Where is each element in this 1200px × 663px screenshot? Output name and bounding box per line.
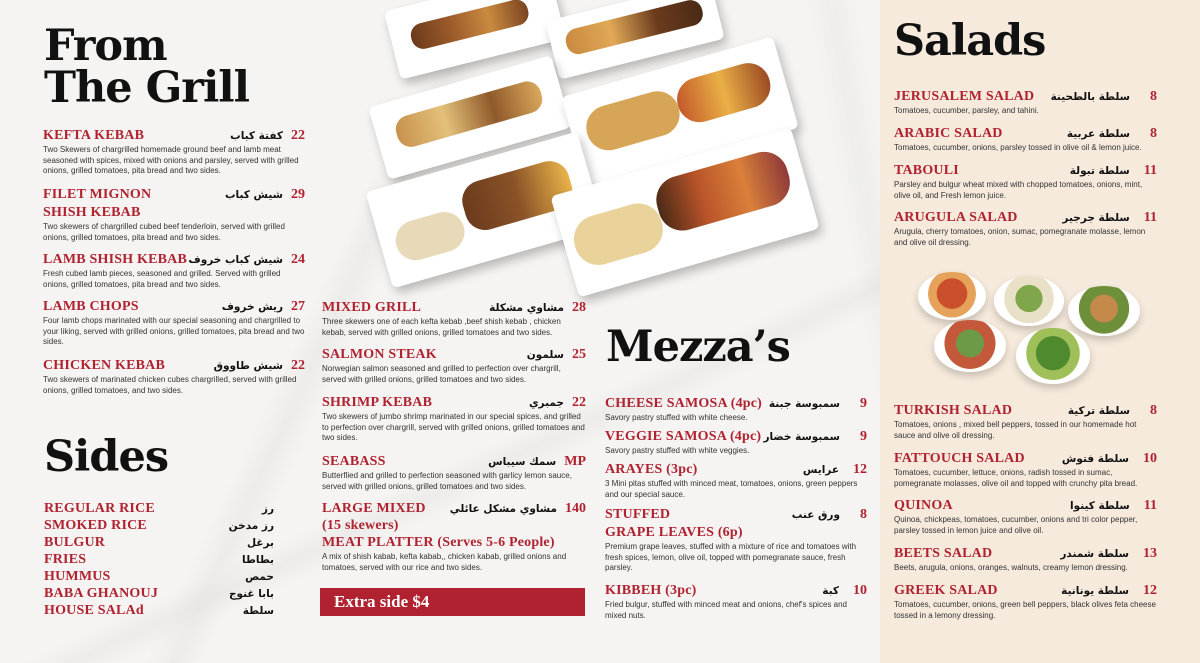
side-arabic-name: سلطة [242,604,274,617]
item-name: QUINOA [894,498,953,513]
item-price: 12 [853,462,867,477]
mezza-title: Mezza’s [606,322,790,372]
item-price: 24 [291,252,305,267]
side-name: BABA GHANOUJ [44,585,159,601]
list-item [44,517,274,534]
menu-item [322,347,586,385]
item-price: 8 [1150,126,1157,141]
item-price: 10 [853,583,867,598]
item-arabic-name: سمبوسة خضار [763,431,840,443]
item-arabic-name: ريش خروف [221,301,283,313]
list-item [44,585,274,602]
item-name: VEGGIE SAMOSA (4pc) [605,429,762,444]
item-name: ARUGULA SALAD [894,210,1018,225]
item-arabic-name: سلطة تركية [1067,405,1130,417]
item-arabic-name: شيش طاووق [213,360,283,372]
item-name-line3: MEAT PLATTER (Serves 5-6 People) [322,535,555,550]
item-name: SEABASS [322,454,386,469]
item-arabic-name: سلطة جرجير [1062,212,1130,224]
menu-item [322,300,586,338]
item-arabic-name: سلطة فتوش [1061,453,1129,465]
list-item [44,551,274,568]
item-price: 10 [1143,451,1157,466]
item-description: Quinoa, chickpeas, tomatoes, cucumber, onions and tri color pepper, parsley tossed in lemon juice and olive oil. [894,515,1138,535]
item-price: 8 [1150,403,1157,418]
menu-item [605,429,867,457]
menu-item [894,126,1157,154]
item-description: Premium grape leaves, stuffed with a mixture of rice and tomatoes with fresh spices, lemon, olive oil, topped with pomegranate sauce, fresh parsley. [605,542,857,573]
item-arabic-name: سلطة تبولة [1069,165,1130,177]
item-description: Two Skewers of chargrilled homemade ground beef and lamb meat seasoned with spices, mixed with onions and parsley, served with grilled onions, grilled tomatoes, pita bread and two sides. [43,145,299,176]
item-description: Tomatoes, cucumber, lettuce, onions, radish tossed in sumac, pomegranate molasses, olive oil and topped with crunchy pita bread. [894,468,1138,488]
item-arabic-name: شيش كباب خروف [188,254,283,266]
item-name: KEFTA KEBAB [43,128,145,143]
item-name: STUFFED [605,507,671,522]
item-description: Beets, arugula, onions, oranges, walnuts, creamy lemon dressing. [894,563,1128,572]
list-item [44,500,274,517]
item-description: Tomatoes, cucumber, onions, green bell peppers, black olives feta cheese tossed in a lemony dressing. [894,600,1156,620]
menu-item [894,163,1157,201]
side-arabic-name: برغل [246,536,274,549]
item-arabic-name: سلطة يونانية [1061,585,1129,597]
grill-title-line1: From [44,21,167,71]
item-description: 3 Mini pitas stuffed with minced meat, tomatoes, onions, green peppers and our special sauce. [605,479,858,499]
item-description: Four lamb chops marinated with our special seasoning and chargrilled to your liking, served with grilled onions, grilled tomatoes, pita bread and two sides. [43,316,305,347]
item-arabic-name: سلطة بالطحينة [1050,91,1130,103]
item-name: TURKISH SALAD [894,403,1013,418]
item-name: MIXED GRILL [322,300,422,315]
item-description: Three skewers one of each kefta kebab ,beef shish kebab , chicken kebab, served with grilled onions, grilled tomatoes and two sides. [322,317,561,337]
menu-item [43,128,305,177]
item-name: JERUSALEM SALAD [894,89,1035,104]
item-description: Parsley and bulgur wheat mixed with chopped tomatoes, onions, mint, olive oil, and Fresh lemon juice. [894,180,1143,200]
side-arabic-name: رز مدخن [228,519,274,532]
salad-bowls-photo [910,262,1150,392]
list-item [44,602,274,619]
side-name: BULGUR [44,534,106,550]
salad-bowl-image [1068,286,1140,336]
item-name: SHRIMP KEBAB [322,395,433,410]
item-name: FATTOUCH SALAD [894,451,1025,466]
menu-item [894,89,1157,117]
item-arabic-name: جمبري [528,397,564,409]
item-arabic-name: شيش كباب [225,189,283,201]
side-name: SMOKED RICE [44,517,147,533]
item-name: SALMON STEAK [322,347,437,362]
item-price: 22 [291,128,305,143]
item-name-line2: GRAPE LEAVES (6p) [605,525,743,540]
item-description: Two skewers of marinated chicken cubes chargrilled, served with grilled onions, grilled tomatoes, and two sides. [43,375,297,395]
item-arabic-name: سلطة كينوا [1070,500,1130,512]
item-price: 22 [291,358,305,373]
item-name: CHEESE SAMOSA (4pc) [605,396,763,411]
item-description: Savory pastry stuffed with white veggies. [605,446,750,455]
item-description: Two skewers of chargrilled cubed beef tenderloin, served with grilled onions, grilled tomatoes, pita bread and two sides. [43,222,285,242]
item-description: Arugula, cherry tomatoes, onion, sumac, pomegranate molasse, lemon and olive oil dressing. [894,227,1146,247]
item-price: 28 [572,300,586,315]
salad-bowl-image [1016,328,1090,384]
item-arabic-name: سلمون [526,349,564,361]
menu-item [605,583,867,621]
item-name: FILET MIGNON [43,187,152,202]
extra-side-banner: Extra side $4 [320,588,585,616]
item-description: Two skewers of jumbo shrimp marinated in our special spices, and grilled to perfection over chargrill, served with grilled onions, grilled tomatoes and two sides. [322,412,585,443]
item-price: 9 [860,429,867,444]
item-price: 9 [860,396,867,411]
item-arabic-name: سلطة شمندر [1060,548,1129,560]
item-arabic-name: سلطة عربية [1066,128,1130,140]
side-name: HUMMUS [44,568,111,584]
item-price: 11 [1143,210,1157,225]
side-arabic-name: بطاطا [242,553,274,566]
item-arabic-name: سمبوسة جبنة [768,398,840,410]
item-price: 11 [1143,163,1157,178]
item-price: 12 [1143,583,1157,598]
item-price: 140 [565,501,586,516]
item-price: 11 [1143,498,1157,513]
menu-item [322,454,586,492]
item-name-line2: (15 skewers) [322,518,399,533]
salad-bowl-image [994,276,1064,326]
menu-item [894,451,1157,489]
salad-bowl-image [934,320,1006,372]
side-name: REGULAR RICE [44,500,155,516]
grill-title-line2: The Grill [44,63,249,113]
menu-item [605,396,867,424]
item-description: Tomatoes, onions , mixed bell peppers, tossed in our homemade hot sauce and olive oil dressing. [894,420,1137,440]
item-arabic-name: سمك سيباس [488,456,557,468]
item-description: A mix of shish kabab, kefta kabab,, chicken kabab, grilled onions and tomatoes, served with our rice and two sides. [322,552,567,572]
menu-item [43,299,305,348]
item-name: LAMB CHOPS [43,299,139,314]
side-name: FRIES [44,551,87,567]
salad-bowl-image [918,272,986,320]
item-price: MP [564,454,586,469]
menu-item [894,498,1157,536]
item-name: GREEK SALAD [894,583,998,598]
item-description: Fried bulgur, stuffed with minced meat and onions, chef's spices and mixed nuts. [605,600,847,620]
item-arabic-name: ورق عنب [791,509,840,521]
sides-title: Sides [44,432,169,482]
item-description: Tomatoes, cucumber, onions, parsley tossed in olive oil & lemon juice. [894,143,1142,152]
grill-platters-photo [360,0,820,285]
menu-item [894,583,1157,621]
menu-item [43,187,305,243]
side-arabic-name: حمص [245,570,274,583]
side-arabic-name: بابا غنوج [228,587,274,600]
item-arabic-name: عرايس [802,464,839,476]
side-arabic-name: رز [261,502,274,515]
item-name: ARABIC SALAD [894,126,1003,141]
menu-item [894,546,1157,574]
side-name: HOUSE SALAd [44,602,144,618]
item-name: BEETS SALAD [894,546,993,561]
menu-item [605,507,867,574]
item-price: 22 [572,395,586,410]
menu-item [322,395,586,444]
menu-item [43,358,305,396]
item-name: KIBBEH (3pc) [605,583,697,598]
salads-title: Salads [894,16,1046,66]
item-price: 29 [291,187,305,202]
menu-item [894,210,1157,248]
item-description: Norwegian salmon seasoned and grilled to perfection over chargrill, served with grilled onions, grilled tomatoes and two sides. [322,364,561,384]
sides-list [44,500,274,619]
item-price: 25 [572,347,586,362]
item-name-line2: SHISH KEBAB [43,205,141,220]
item-name: LAMB SHISH KEBAB [43,252,188,267]
list-item [44,568,274,585]
menu-item [43,252,305,290]
item-arabic-name: كفتة كباب [230,130,283,142]
item-description: Tomatoes, cucumber, parsley, and tahini. [894,106,1039,115]
item-arabic-name: مشاوي مشكلة [489,302,564,314]
item-description: Butterflied and grilled to perfection seasoned with garlicy lemon sauce, served with grilled onions, grilled tomatoes and two sides. [322,471,572,491]
item-price: 8 [1150,89,1157,104]
item-arabic-name: مشاوي مشكل عائلي [449,503,557,515]
item-description: Savory pastry stuffed with white cheese. [605,413,748,422]
menu-item [605,462,867,500]
menu-item [322,501,586,573]
item-price: 13 [1143,546,1157,561]
item-arabic-name: كبة [822,585,839,597]
item-name: LARGE MIXED [322,501,426,516]
list-item [44,534,274,551]
item-price: 27 [291,299,305,314]
item-description: Fresh cubed lamb pieces, seasoned and grilled. Served with grilled onions, grilled tomatoes, pita bread and two sides. [43,269,281,289]
item-price: 8 [860,507,867,522]
item-name: TABOULI [894,163,959,178]
item-name: ARAYES (3pc) [605,462,698,477]
menu-item [894,403,1157,441]
grill-title [44,21,249,113]
item-name: CHICKEN KEBAB [43,358,166,373]
